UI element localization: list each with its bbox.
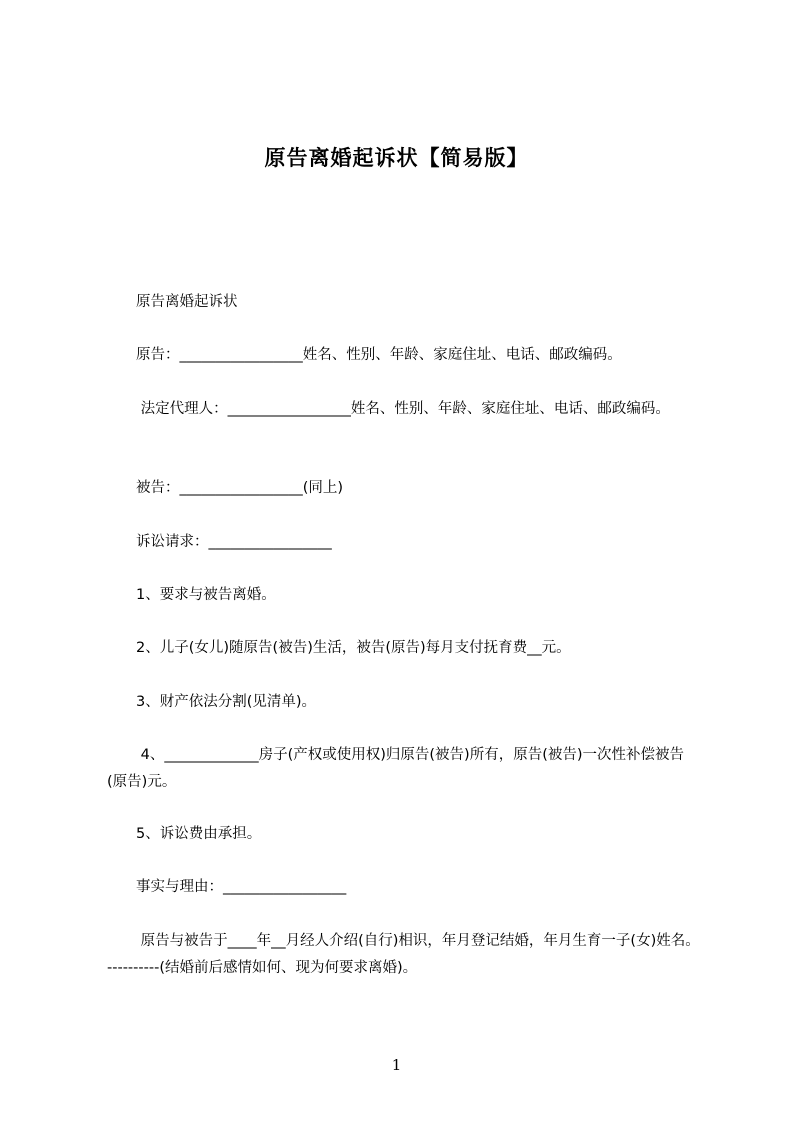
claim-item-5: 5、诉讼费由承担。: [136, 826, 262, 842]
defendant-paragraph: 被告：_________________(同上): [136, 480, 344, 496]
heading-paragraph: 原告离婚起诉状: [136, 294, 238, 310]
claim-item-3: 3、财产依法分割(见清单)。: [136, 694, 317, 710]
facts-reasons-paragraph: 事实与理由：_________________: [136, 879, 347, 895]
facts-body-paragraph: 原告与被告于____年__月经人介绍(自行)相识，年月登记结婚，年月生育一子(女)姓名。----------(结婚前后感情如何、现为何要求离婚)。: [107, 933, 700, 976]
plaintiff-paragraph: 原告：_________________姓名、性别、年龄、家庭住址、电话、邮政编码。: [136, 347, 622, 363]
claim-item-1: 1、要求与被告离婚。: [136, 587, 276, 603]
claim-item-4: 4、_____________房子(产权或使用权)归原告(被告)所有，原告(被告)一次性补偿被告(原告)元。: [107, 747, 685, 790]
legal-agent-paragraph: 法定代理人：_________________姓名、性别、年龄、家庭住址、电话、邮政编码。: [136, 401, 670, 417]
page-number: 1: [391, 1056, 402, 1074]
claim-item-2: 2、儿子(女儿)随原告(被告)生活，被告(原告)每月支付抚育费__元。: [136, 640, 571, 656]
document-title: 原告离婚起诉状【简易版】: [264, 146, 529, 170]
claims-paragraph: 诉讼请求：_________________: [136, 534, 332, 550]
